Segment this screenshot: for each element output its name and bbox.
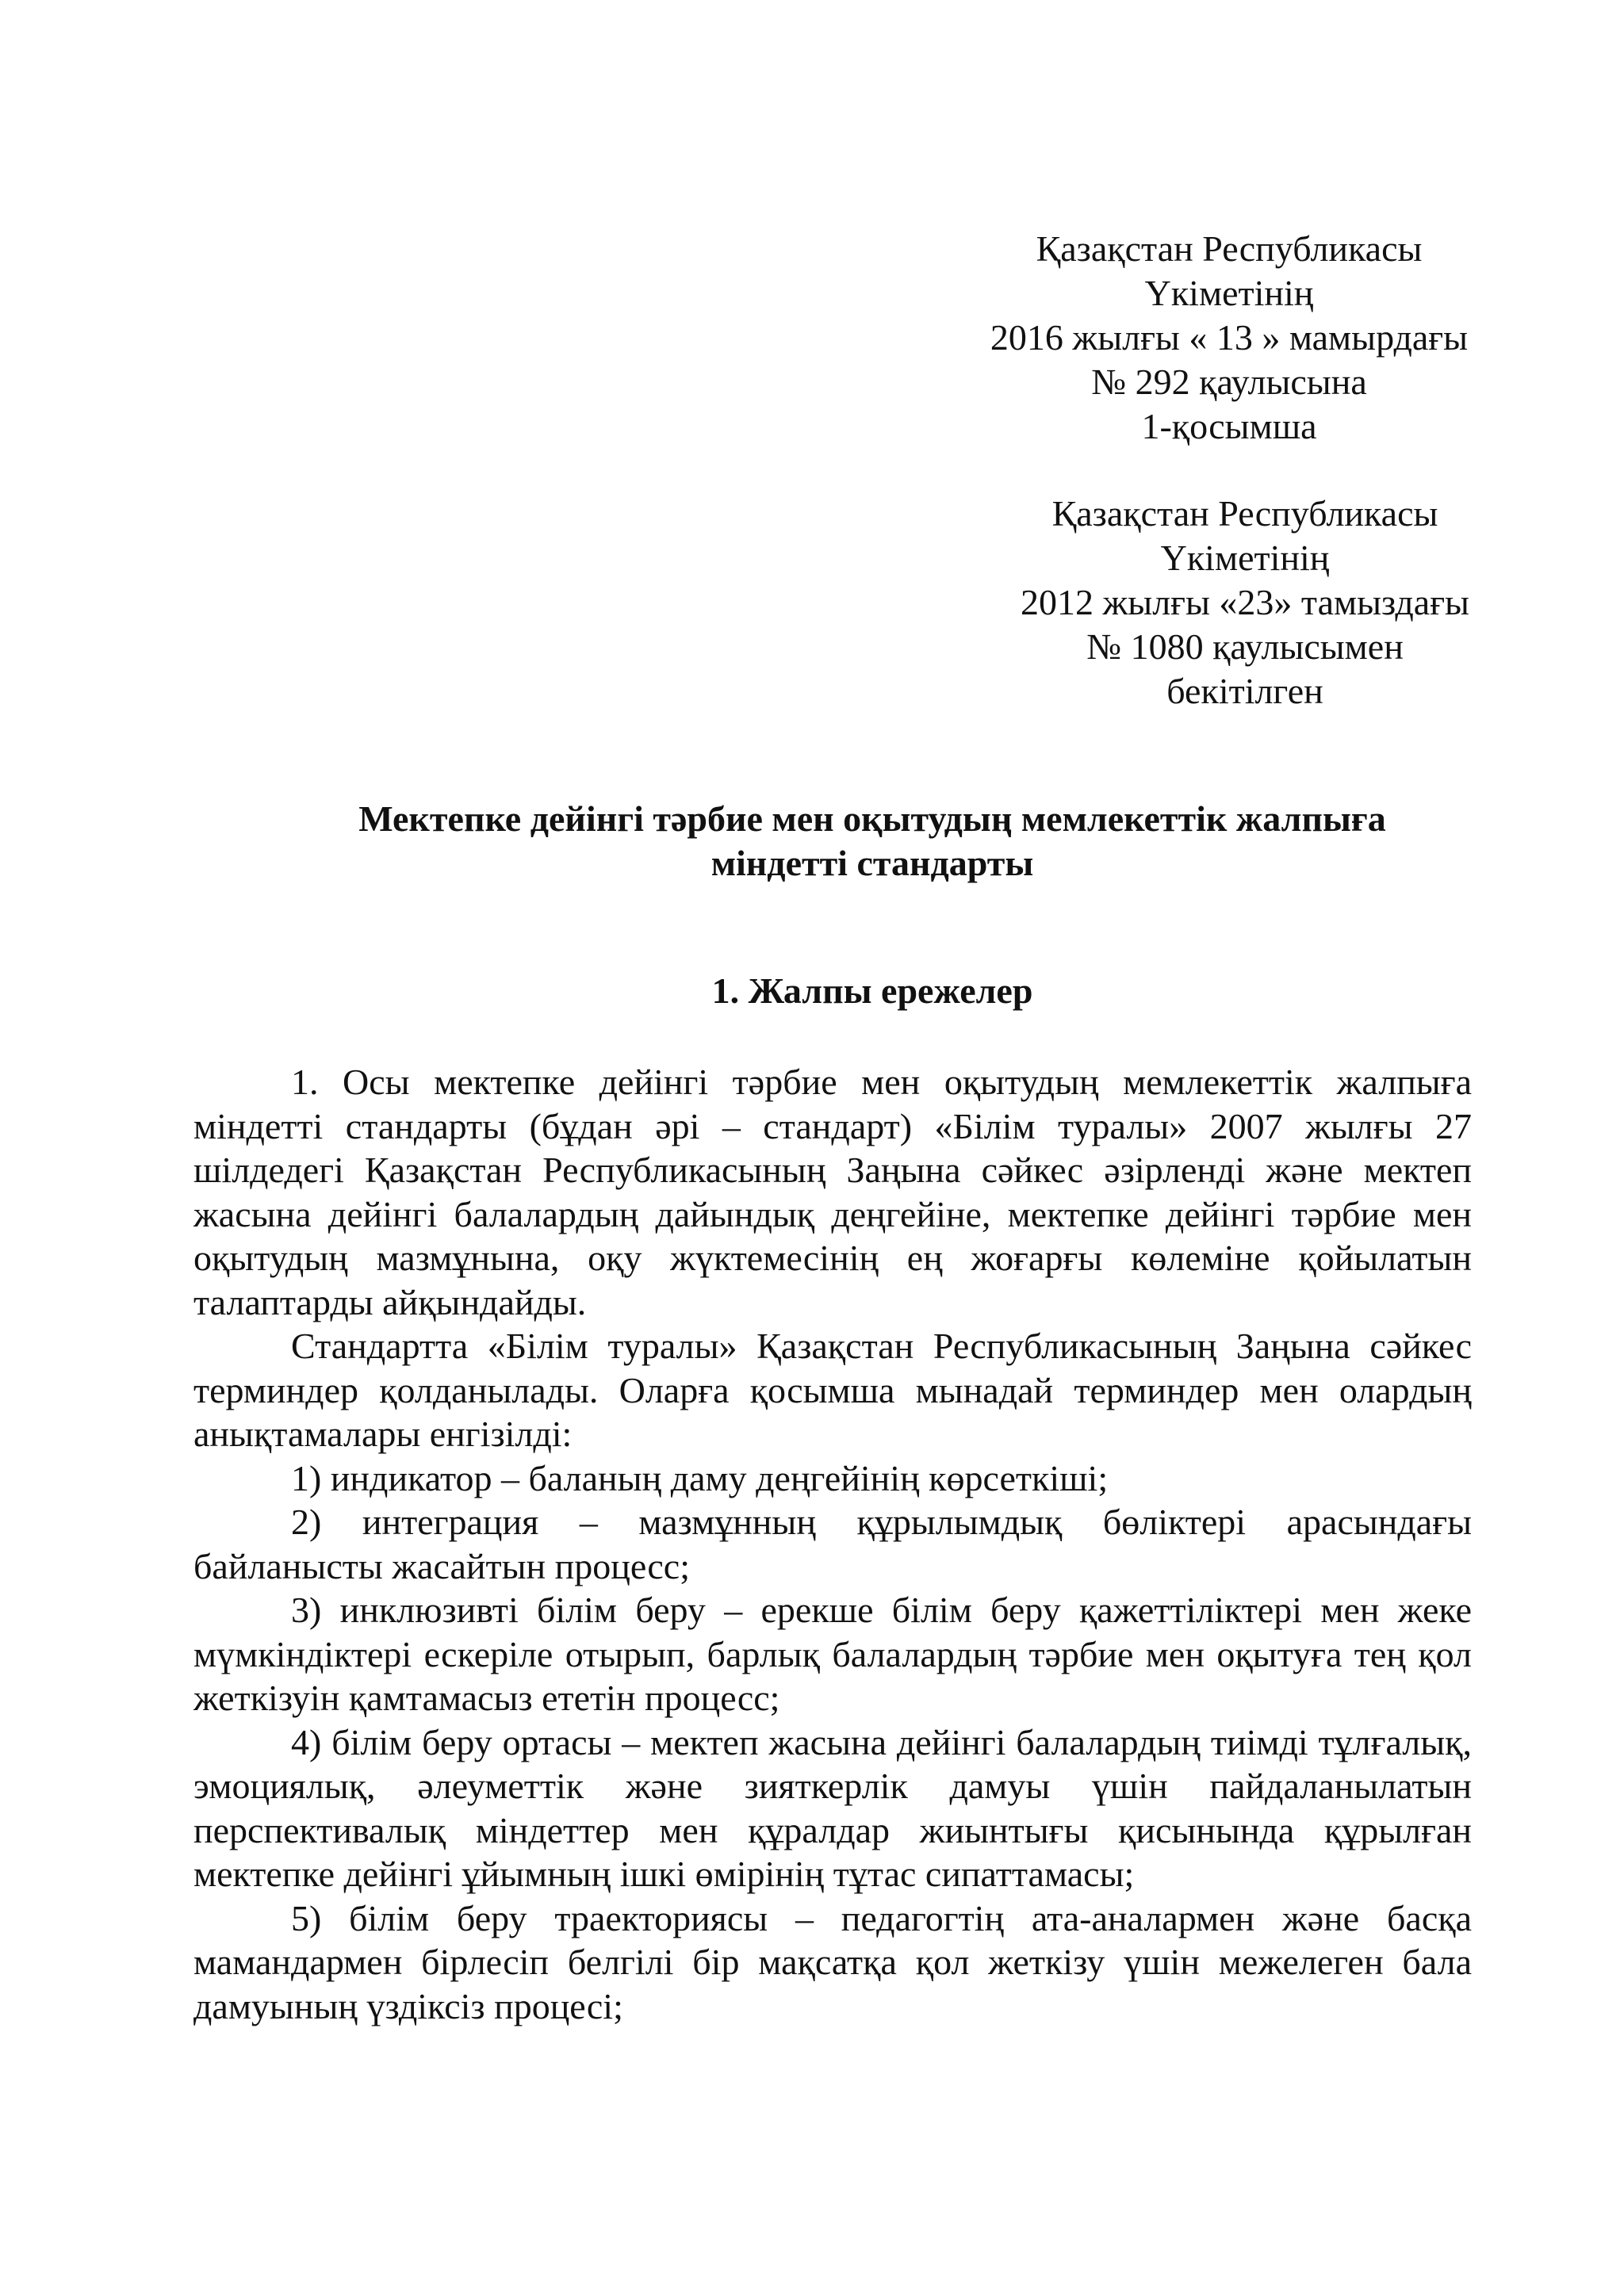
approval-line: № 292 қаулысына <box>1091 362 1367 402</box>
document-title-line: міндетті стандарты <box>710 843 1034 883</box>
paragraph: 1. Осы мектепке дейінгі тәрбие мен оқытудың мемлекеттік жалпыға міндетті стандарты (бұдан әрі – стандарт) «Білім туралы» 2007 жылғы 27 шілдедегі Қазақстан Республикасының Заңына сәйкес әзірленді және мектеп жасына дейінгі балалардың дайындық деңгейіне, мектепке дейінгі тәрбие мен оқытудың мазмұнына, оқу жүктемесінің ең жоғарғы көлеміне қойылатын талаптарды айқындайды. <box>193 1062 1472 1322</box>
approval-line: бекітілген <box>1166 671 1323 711</box>
approval-line: Үкіметінің <box>1144 273 1314 313</box>
document-body <box>193 1060 1472 2028</box>
paragraph: 3) инклюзивті білім беру – ерекше білім беру қажеттіліктері мен жеке мүмкіндіктері ескеріле отырып, барлық балалардың тәрбие мен оқытуға тең қол жеткізуін қамтамасыз ететін процесс; <box>193 1590 1472 1718</box>
section-heading: 1. Жалпы ережелер <box>711 970 1033 1011</box>
approval-line: № 1080 қаулысымен <box>1086 626 1404 667</box>
approval-line: 2012 жылғы «23» тамыздағы <box>1021 582 1469 622</box>
paragraph: 5) білім беру траекториясы – педагогтің ата-аналармен және басқа мамандармен бірлесіп белгілі бір мақсатқа қол жеткізу үшін межелеген бала дамуының үздіксіз процесі; <box>193 1897 1472 2026</box>
document-title <box>317 797 1427 886</box>
paragraph: 1) индикатор – баланың даму деңгейінің көрсеткіші; <box>291 1457 1109 1498</box>
document-title-line: Мектепке дейінгі тәрбие мен оқытудың мемлекеттік жалпыға <box>358 798 1386 839</box>
approval-line: 2016 жылғы « 13 » мамырдағы <box>990 317 1469 358</box>
approval-block-appendix <box>952 227 1507 449</box>
paragraph: 2) интеграция – мазмұнның құрылымдық бөліктері арасындағы байланысты жасайтын процесс; <box>193 1502 1472 1586</box>
approval-line: Үкіметінің <box>1160 538 1330 578</box>
approval-line: Қазақстан Республикасы <box>1051 493 1438 534</box>
approval-line: 1-қосымша <box>1141 406 1317 446</box>
approval-line: Қазақстан Республикасы <box>1036 228 1423 269</box>
paragraph: 4) білім беру ортасы – мектеп жасына дейінгі балалардың тиімді тұлғалық, эмоциялық, әлеуметтік және зияткерлік дамуы үшін пайдаланылатын перспективалық міндеттер мен құралдар жиынтығы қисынында құрылған мектепке дейінгі ұйымның ішкі өмірінің тұтас сипаттамасы; <box>193 1721 1472 1894</box>
approval-block-approved <box>967 492 1522 714</box>
paragraph: Стандартта «Білім туралы» Қазақстан Республикасының Заңына сәйкес терминдер қолданылады. Оларға қосымша мынадай терминдер мен олардың анықтамалары енгізілді: <box>193 1326 1472 1454</box>
